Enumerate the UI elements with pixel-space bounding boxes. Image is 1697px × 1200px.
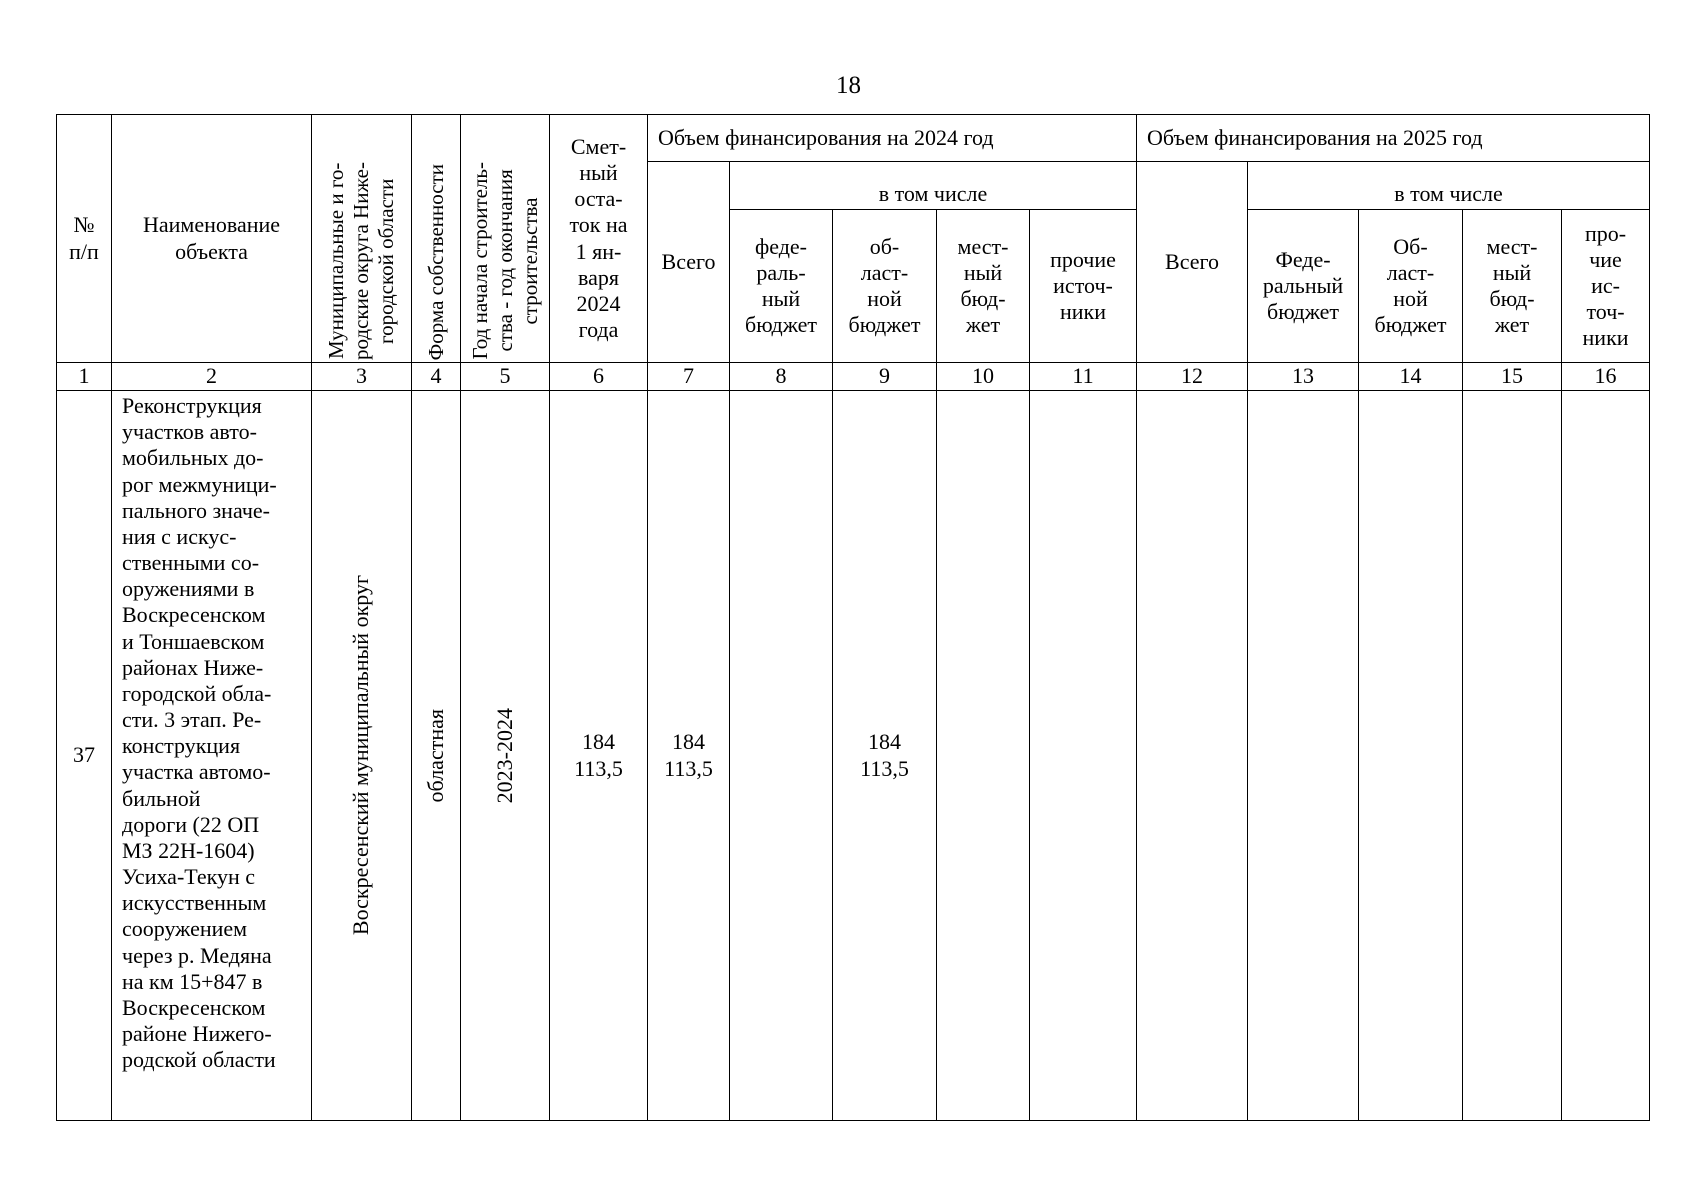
header-regional-2024: об- ласт- ной бюджет	[833, 210, 937, 363]
header-total-2024: Всего	[648, 162, 730, 363]
table-row	[57, 391, 1650, 1121]
header-name: Наименование объекта	[112, 115, 312, 363]
column-number: 2	[112, 363, 312, 391]
header-num: № п/п	[57, 115, 112, 363]
header-other-2025: про- чие ис- точ- ники	[1562, 210, 1650, 363]
column-number: 7	[648, 363, 730, 391]
header-row-1	[57, 115, 1650, 162]
column-number: 8	[730, 363, 833, 391]
construction-years: 2023-2024	[461, 391, 550, 1121]
local-2025	[1463, 391, 1562, 1121]
regional-2024: 184 113,5	[833, 391, 937, 1121]
other-2024	[1030, 391, 1137, 1121]
column-number-row	[57, 363, 1650, 391]
column-number: 13	[1248, 363, 1359, 391]
municipal-district: Воскресенский муниципальный округ	[312, 391, 412, 1121]
column-number: 11	[1030, 363, 1137, 391]
page-number: 18	[836, 72, 861, 99]
header-local-2024: мест- ный бюд- жет	[937, 210, 1030, 363]
header-municipal: Муниципальные и го- родские округа Ниже- городской области	[312, 115, 412, 363]
header-federal-2024: феде- раль- ный бюджет	[730, 210, 833, 363]
column-number: 16	[1562, 363, 1650, 391]
header-federal-2025: Феде- ральный бюджет	[1248, 210, 1359, 363]
header-financing-2025: Объем финансирования на 2025 год	[1137, 115, 1650, 162]
total-2024: 184 113,5	[648, 391, 730, 1121]
column-number: 5	[461, 363, 550, 391]
column-number: 1	[57, 363, 112, 391]
column-number: 14	[1359, 363, 1463, 391]
object-name: Реконструкция участков авто- мобильных до- рог межмуници- пального значе- ния с искус- ственными со- оружениями в Воскресенском и Тоншаевском районах Ниже- городской обла- сти. 3 этап. Ре- конструкция участка автомо- бильной дороги (22 ОП МЗ 22Н-1604) Усиха-Текун с искусственным сооружением через р. Медяна на км 15+847 в Воскресенском районе Нижего- родской области	[112, 391, 312, 1121]
federal-2024	[730, 391, 833, 1121]
header-including-2025: в том числе	[1248, 162, 1650, 210]
header-ownership: Форма собственности	[412, 115, 461, 363]
total-2025	[1137, 391, 1248, 1121]
column-number: 9	[833, 363, 937, 391]
column-number: 15	[1463, 363, 1562, 391]
header-years: Год начала строитель- ства - год окончания строительства	[461, 115, 550, 363]
header-estimate: Смет- ный оста- ток на 1 ян- варя 2024 года	[550, 115, 648, 363]
header-regional-2025: Об- ласт- ной бюджет	[1359, 210, 1463, 363]
regional-2025	[1359, 391, 1463, 1121]
column-number: 3	[312, 363, 412, 391]
federal-2025	[1248, 391, 1359, 1121]
header-total-2025: Всего	[1137, 162, 1248, 363]
other-2025	[1562, 391, 1650, 1121]
financing-table	[56, 114, 1650, 1121]
column-number: 10	[937, 363, 1030, 391]
ownership-form: областная	[412, 391, 461, 1121]
header-local-2025: мест- ный бюд- жет	[1463, 210, 1562, 363]
estimate-balance: 184 113,5	[550, 391, 648, 1121]
header-financing-2024: Объем финансирования на 2024 год	[648, 115, 1137, 162]
header-other-2024: прочие источ- ники	[1030, 210, 1137, 363]
column-number: 12	[1137, 363, 1248, 391]
column-number: 4	[412, 363, 461, 391]
row-number: 37	[57, 391, 112, 1121]
local-2024	[937, 391, 1030, 1121]
column-number: 6	[550, 363, 648, 391]
header-including-2024: в том числе	[730, 162, 1137, 210]
